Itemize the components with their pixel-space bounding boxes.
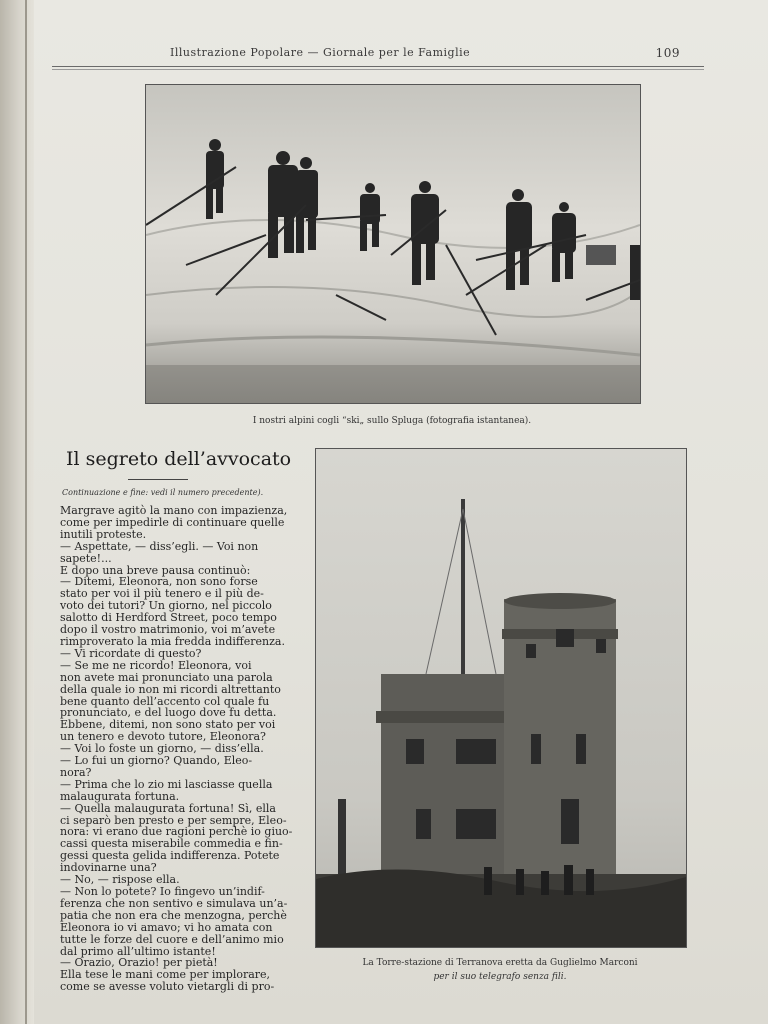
caption-marconi	[310, 956, 690, 984]
article-line: sapete!...	[60, 551, 112, 565]
article-line: come se avesse voluto vietargli di pro-	[60, 980, 275, 994]
article-line: — Se me ne ricordo! Eleonora, voi	[60, 658, 252, 672]
article-line: dal primo all’ultimo istante!	[60, 944, 216, 958]
article-line: pronunciato, e del luogo dove fu detta.	[60, 706, 277, 720]
article-line: un tenero e devoto tutore, Eleonora?	[60, 730, 266, 744]
article-line: cassi questa miserabile commedia e fin-	[60, 837, 283, 851]
article-line: gessi questa gelida indifferenza. Potete	[60, 849, 280, 863]
article-line: salotto di Herdford Street, poco tempo	[60, 611, 277, 625]
spine-fold-line	[25, 0, 27, 1024]
article-line: — Prima che lo zio mi lasciasse quella	[60, 777, 273, 791]
article-line: nora: vi erano due ragioni perchè io giuo-	[60, 825, 293, 839]
article-line: — Lo fui un giorno? Quando, Eleo-	[60, 754, 253, 768]
article-line: malaugurata fortuna.	[60, 789, 180, 803]
continuation-note: Continuazione e fine: vedi il numero precedente).	[62, 488, 264, 497]
article-line: — Aspettate, — diss’egli. — Voi non	[60, 539, 259, 553]
article-line: Margrave agitò la mano con impazienza,	[60, 504, 288, 517]
article-body	[60, 505, 304, 993]
article-line: della quale io non mi ricordi altrettanto	[60, 682, 281, 696]
article-title: Il segreto dell’avvocato	[66, 448, 292, 470]
article-line: voto dei tutori? Un giorno, nel piccolo	[60, 599, 272, 613]
article-line: Ebbene, ditemi, non sono stato per voi	[60, 718, 276, 732]
article-line: — Quella malaugurata fortuna! Sì, ella	[60, 801, 276, 815]
article-line: nora?	[60, 765, 92, 779]
article-line: inutili proteste.	[60, 527, 147, 541]
article-line: tutte le forze del cuore e dell’animo mio	[60, 932, 284, 946]
caption-alpini: I nostri alpini cogli “ski„ sullo Spluga (fotografia istantanea).	[252, 416, 532, 426]
article-line: E dopo una breve pausa continuò:	[60, 563, 251, 577]
article-line: indovinarne una?	[60, 861, 157, 875]
photo-alpini-ski-drawing	[146, 85, 640, 403]
article-line: ci separò ben presto e per sempre, Eleo-	[60, 813, 287, 827]
article-line: non avete mai pronunciato una parola	[60, 670, 273, 684]
article-line: bene quanto dell’accento col quale fu	[60, 694, 270, 708]
article-line: — Non lo potete? Io fingevo un’indif-	[60, 885, 265, 898]
header-rule-secondary	[52, 69, 704, 70]
article-line: — No, — rispose ella.	[60, 873, 180, 887]
photo-alpini-ski	[145, 84, 641, 404]
photo-marconi-tower-drawing	[316, 449, 686, 947]
running-head	[160, 44, 680, 64]
journal-title: Illustrazione Popolare — Giornale per le Famiglie	[170, 46, 471, 59]
book-spine	[0, 0, 34, 1024]
article-line: patia che non era che menzogna, perchè	[60, 908, 287, 922]
title-underline	[128, 479, 188, 480]
article-line: — Orazio, Orazio! per pietà!	[60, 956, 218, 970]
article-line: rimproverato la mia fredda indifferenza.	[60, 634, 285, 648]
article-line: dopo il vostro matrimonio, voi m’avete	[60, 623, 276, 637]
header-rule	[52, 66, 704, 67]
caption-marconi-line1: La Torre-stazione di Terranova eretta da Guglielmo Marconi	[362, 958, 638, 968]
article-line: — Ditemi, Eleonora, non sono forse	[60, 575, 258, 589]
page-number: 109	[655, 46, 680, 60]
article-line: come per impedirle di continuare quelle	[60, 515, 285, 529]
article-line: stato per voi il più tenero e il più de-	[60, 587, 264, 601]
photo-marconi-tower	[315, 448, 687, 948]
article-line: ferenza che non sentivo e simulava un’a-	[60, 896, 288, 910]
article-line: Ella tese le mani come per implorare,	[60, 968, 271, 982]
article-line: — Voi lo foste un giorno, — diss’ella.	[60, 742, 264, 756]
caption-marconi-line2: per il suo telegrafo senza fili.	[433, 972, 567, 982]
article-line: Eleonora io vi amavo; vi ho amata con	[60, 920, 273, 934]
article-line: — Vi ricordate di questo?	[60, 646, 202, 660]
